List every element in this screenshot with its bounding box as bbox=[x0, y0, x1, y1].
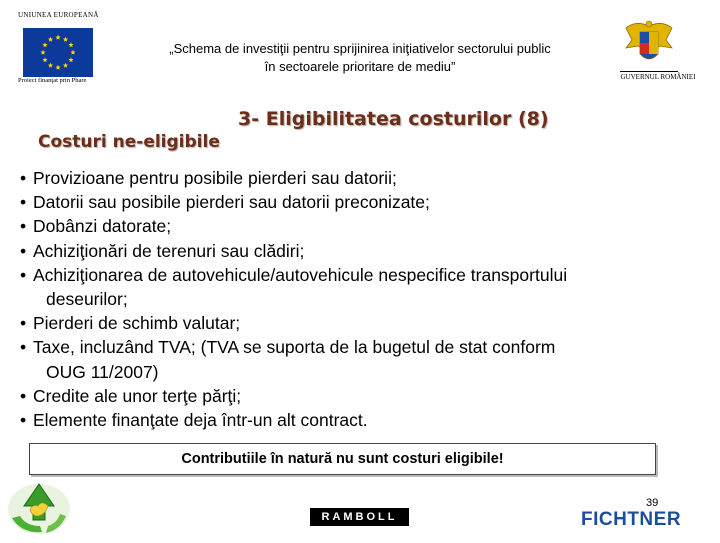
bullet-symbol: • bbox=[20, 192, 27, 213]
list-item bbox=[20, 335, 680, 359]
list-item bbox=[20, 408, 680, 432]
list-item-text: Datorii sau posibile pierderi sau datorii preconizate; bbox=[33, 192, 430, 213]
bullet-list bbox=[20, 166, 680, 432]
subsection-title: Costuri ne-eligibile bbox=[38, 132, 220, 152]
list-item bbox=[20, 239, 680, 263]
list-item bbox=[20, 384, 680, 408]
header-title bbox=[130, 40, 590, 76]
list-item bbox=[20, 214, 680, 238]
recycle-logo-icon bbox=[2, 476, 76, 538]
bullet-symbol: • bbox=[20, 410, 27, 431]
list-item-text: Achiziţionarea de autovehicule/autovehicule nespecifice transportului bbox=[33, 264, 568, 285]
romanian-coat-of-arms-icon bbox=[620, 18, 678, 70]
list-item-continuation bbox=[20, 360, 680, 384]
bullet-symbol: • bbox=[20, 337, 27, 358]
fichtner-logo: FICHTNER bbox=[581, 509, 682, 530]
bullet-symbol: • bbox=[20, 168, 27, 188]
list-item-text: Credite ale unor terţe părţi; bbox=[33, 385, 242, 406]
government-divider bbox=[620, 71, 678, 72]
list-item bbox=[20, 263, 680, 287]
bullet-symbol: • bbox=[20, 216, 27, 237]
ramboll-logo: RAMBOLL bbox=[310, 508, 409, 526]
list-item-text: Taxe, incluzând TVA; (TVA se suporta de la bugetul de stat conform bbox=[33, 337, 556, 358]
list-item bbox=[20, 166, 680, 190]
eu-flag-icon bbox=[23, 28, 93, 77]
list-item bbox=[20, 190, 680, 214]
list-item-text: Dobânzi datorate; bbox=[33, 216, 172, 237]
list-item-text: Elemente finanţate deja într-un alt contract. bbox=[33, 410, 368, 431]
eu-footnote: Proiect finanţat prin Phare bbox=[18, 77, 87, 84]
list-item-text: Pierderi de schimb valutar; bbox=[33, 313, 241, 334]
list-item-text: deseurilor; bbox=[46, 289, 128, 310]
list-item-text: Achiziţionări de terenuri sau clădiri; bbox=[33, 240, 305, 261]
eu-label: UNIUNEA EUROPEANĂ bbox=[18, 11, 99, 19]
list-item-text: OUG 11/2007) bbox=[46, 361, 159, 382]
bullet-symbol: • bbox=[20, 264, 27, 285]
header-title-line-2: în sectoarele prioritare de mediu” bbox=[264, 59, 456, 74]
list-item bbox=[20, 311, 680, 335]
header-title-line-1: „Schema de investiţii pentru sprijinirea iniţiativelor sectorului public bbox=[169, 41, 551, 56]
note-box bbox=[29, 443, 656, 475]
bullet-symbol: • bbox=[20, 313, 27, 334]
government-label: GUVERNUL ROMÂNIEI bbox=[620, 73, 696, 81]
page-number: 39 bbox=[646, 497, 659, 509]
note-text: Contributiile în natură nu sunt costuri eligibile! bbox=[181, 451, 504, 467]
list-item-continuation bbox=[20, 287, 680, 311]
bullet-symbol: • bbox=[20, 240, 27, 261]
list-item-text: Provizioane pentru posibile pierderi sau datorii; bbox=[33, 168, 397, 188]
section-title: 3- Eligibilitatea costurilor (8) bbox=[238, 108, 549, 130]
bullet-symbol: • bbox=[20, 385, 27, 406]
